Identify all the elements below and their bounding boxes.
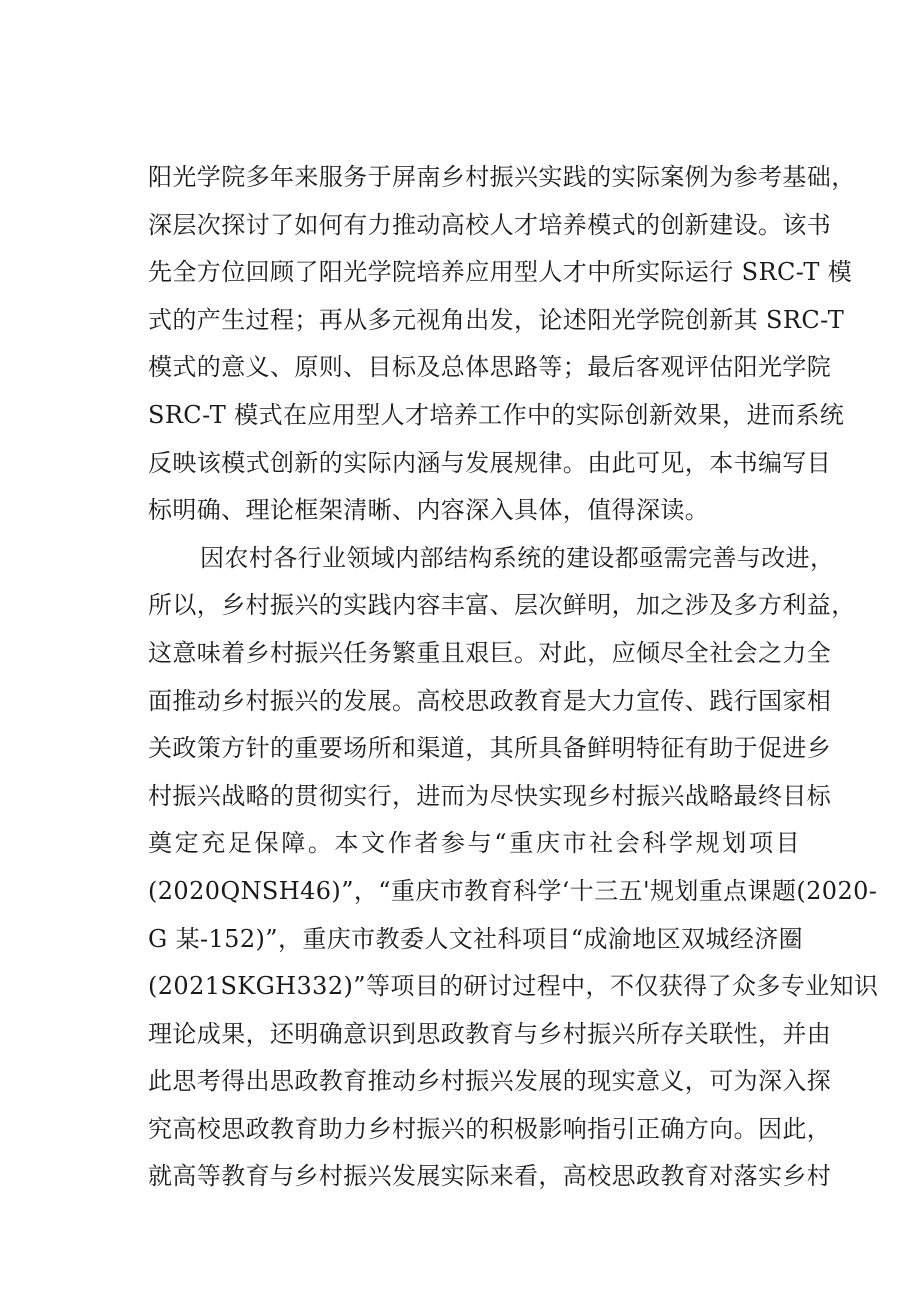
paragraph-line: 此思考得出思政教育推动乡村振兴发展的现实意义，可为深入探 xyxy=(148,1067,832,1096)
paragraph-line: 阳光学院多年来服务于屏南乡村振兴实践的实际案例为参考基础， xyxy=(148,163,856,191)
paragraph-line: G 某-152)”，重庆市教委人文社科项目“成渝地区双城经济圈 xyxy=(148,924,804,953)
paragraph-line: 面推动乡村振兴的发展。高校思政教育是大力宣传、践行国家相 xyxy=(148,686,832,715)
paragraph-line: 村振兴战略的贯彻实行，进而为尽快实现乡村振兴战略最终目标 xyxy=(148,781,832,810)
paragraph-line: SRC-T 模式在应用型人才培养工作中的实际创新效果，进而系统 xyxy=(148,400,845,429)
paragraph-line: 式的产生过程；再从多元视角出发，论述阳光学院创新其 SRC-T xyxy=(148,305,845,334)
paragraph-line: 所以，乡村振兴的实践内容丰富、层次鲜明，加之涉及多方利益， xyxy=(148,591,856,620)
paragraph-line: 反映该模式创新的实际内涵与发展规律。由此可见，本书编写目 xyxy=(148,448,832,477)
paragraph-line: 关政策方针的重要场所和渠道，其所具备鲜明特征有助于促进乡 xyxy=(148,734,832,763)
paragraph-line: 奠定充足保障。本文作者参与“重庆市社会科学规划项目 xyxy=(148,829,800,858)
paragraph-line: (2020QNSH46)”，“重庆市教育科学‘十三五'规划重点课题(2020- xyxy=(148,876,878,905)
paragraph-line: (2021SKGH332)”等项目的研讨过程中，不仅获得了众多专业知识 xyxy=(148,972,879,1001)
paragraph-line: 这意味着乡村振兴任务繁重且艰巨。对此，应倾尽全社会之力全 xyxy=(148,638,832,667)
paragraph-line: 标明确、理论框架清晰、内容深入具体，值得深读。 xyxy=(148,496,710,525)
paragraph-line: 就高等教育与乡村振兴发展实际来看，高校思政教育对落实乡村 xyxy=(148,1162,832,1191)
body-text xyxy=(148,154,879,1201)
paragraph-line: 深层次探讨了如何有力推动高校人才培养模式的创新建设。该书 xyxy=(148,210,832,239)
paragraph-line: 因农村各行业领域内部结构系统的建设都亟需完善与改进， xyxy=(200,543,835,572)
paragraph-line: 模式的意义、原则、目标及总体思路等；最后客观评估阳光学院 xyxy=(148,353,832,382)
paragraph-line: 理论成果，还明确意识到思政教育与乡村振兴所存关联性，并由 xyxy=(148,1019,832,1048)
paragraph-line: 先全方位回顾了阳光学院培养应用型人才中所实际运行 SRC-T 模 xyxy=(148,258,853,287)
paragraph-line: 究高校思政教育助力乡村振兴的积极影响指引正确方向。因此， xyxy=(148,1114,832,1143)
